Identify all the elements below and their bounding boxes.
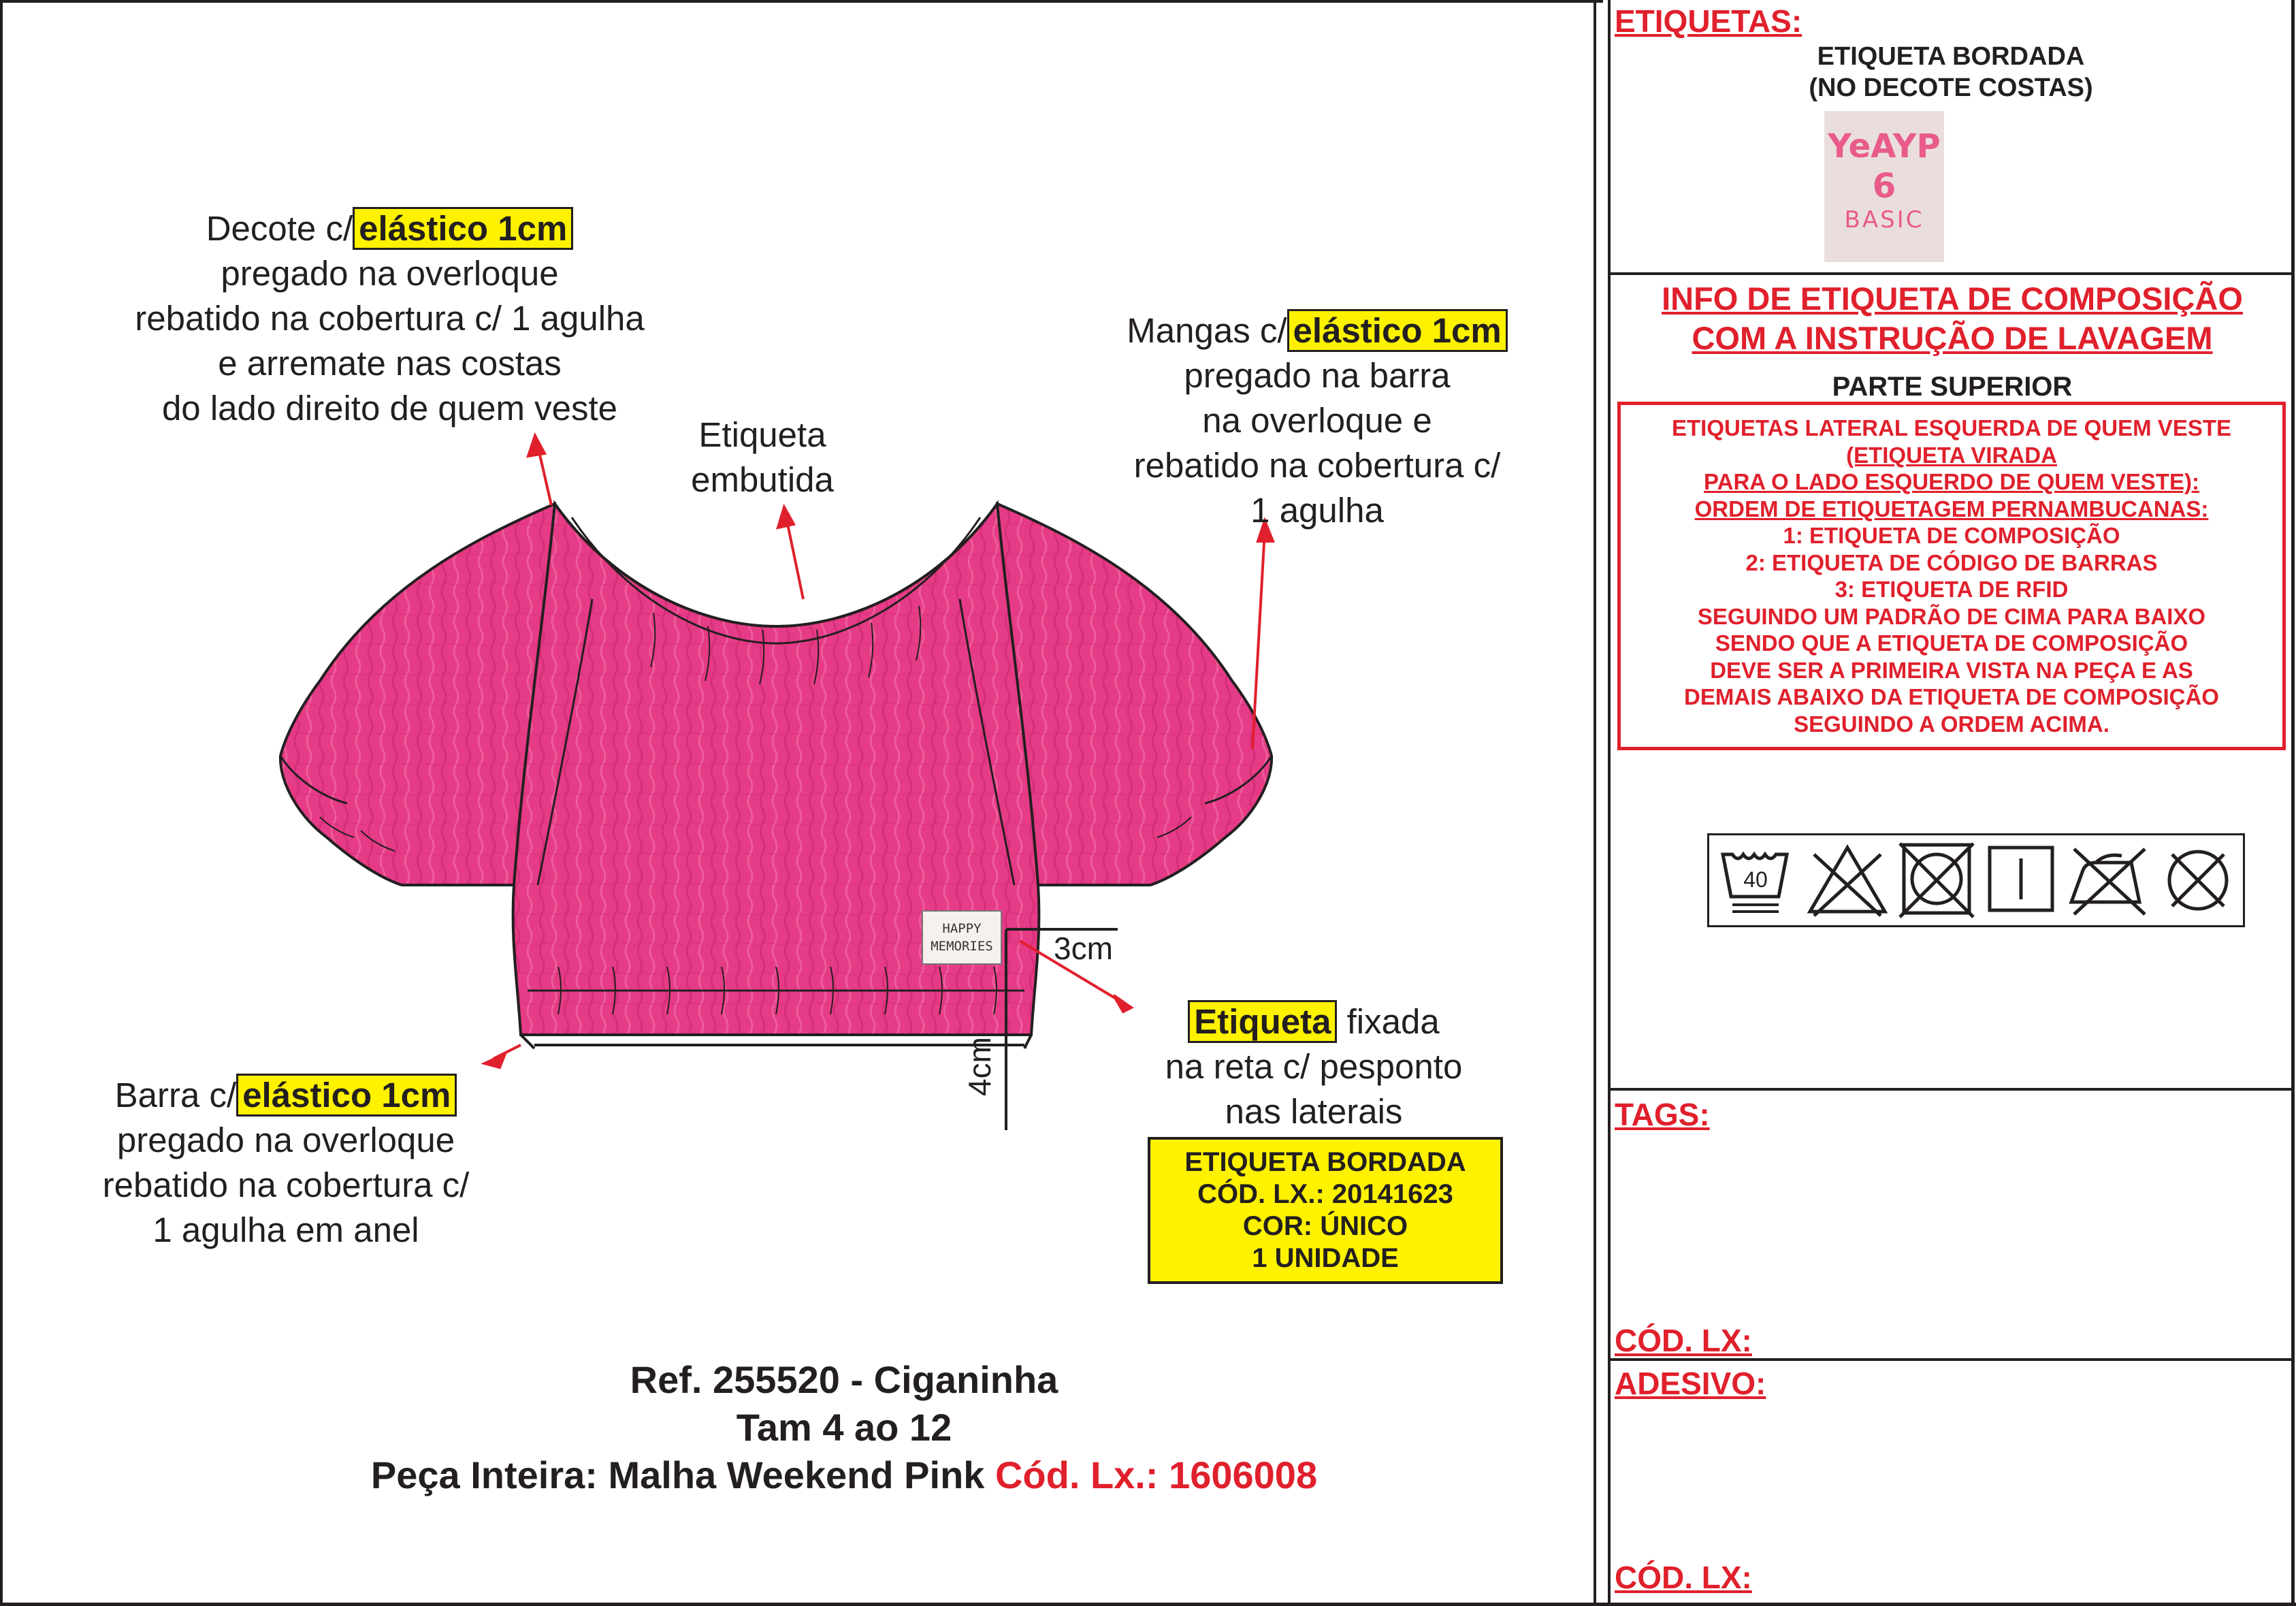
adesivo-cod: CÓD. LX:	[1615, 1560, 1752, 1595]
adesivo-title: ADESIVO:	[1615, 1366, 1766, 1401]
reference-fabric: Peça Inteira: Malha Weekend Pink	[370, 1454, 985, 1496]
no-tumble-dry-icon	[1897, 841, 1976, 920]
etiquetas-title: ETIQUETAS:	[1615, 3, 1802, 39]
divider-h-2	[1608, 1088, 2294, 1091]
garment-label-line1: HAPPY	[942, 921, 982, 936]
tags-title: TAGS:	[1615, 1097, 1710, 1132]
note-etiqueta-embutida: Etiqueta embutida	[691, 415, 834, 499]
composicao-subtitle: PARTE SUPERIOR	[1832, 372, 2073, 402]
frame-right	[2291, 0, 2295, 1606]
line-dry-icon	[1984, 841, 2059, 920]
embroidered-line: BASIC	[1844, 206, 1924, 234]
embroidered-brand: YeAYP	[1828, 127, 1941, 165]
note-decote-line: e arremate nas costas	[218, 344, 562, 383]
divider-vertical-2	[1608, 0, 1611, 1606]
garment-label-line2: MEMORIES	[931, 939, 993, 954]
note-decote-highlight: elástico 1cm	[353, 207, 573, 250]
embroidered-size: 6	[1872, 166, 1896, 206]
etiquetas-subtitle: ETIQUETA BORDADA (NO DECOTE COSTAS)	[1809, 42, 2093, 102]
reference-fabric-code: Cód. Lx.: 1606008	[995, 1454, 1318, 1496]
note-mangas: Mangas c/ elástico 1cm pregado na barra na overloque e rebatido na cobertura c/ 1 agulha	[1079, 308, 1555, 533]
note-decote-line: pregado na overloque	[221, 254, 559, 293]
note-decote-line: rebatido na cobertura c/ 1 agulha	[135, 299, 645, 338]
reference-block	[204, 1356, 1484, 1499]
note-etiqueta-fixada-highlight: Etiqueta	[1188, 1000, 1337, 1043]
note-barra-highlight: elástico 1cm	[236, 1074, 457, 1117]
no-bleach-icon	[1805, 841, 1890, 920]
label-info-box: ETIQUETA BORDADA CÓD. LX.: 20141623 COR: ÚNICO 1 UNIDADE	[1148, 1137, 1503, 1284]
note-decote	[68, 206, 711, 431]
wash-40-icon	[1719, 841, 1798, 920]
composicao-title: INFO DE ETIQUETA DE COMPOSIÇÃO COM A INSTRUÇÃO DE LAVAGEM	[1662, 280, 2243, 356]
divider-h-1	[1608, 272, 2294, 275]
note-mangas-highlight: elástico 1cm	[1287, 309, 1508, 352]
svg-text:40: 40	[1743, 867, 1768, 892]
garment-label	[922, 910, 1002, 965]
tags-cod: CÓD. LX:	[1615, 1323, 1752, 1358]
note-decote-prefix: Decote c/	[206, 209, 353, 248]
reference-sizes: Tam 4 ao 12	[736, 1406, 952, 1449]
note-etiqueta-fixada: Etiqueta fixada na reta c/ pesponto nas laterais	[1103, 999, 1525, 1134]
reference-title: Ref. 255520 - Ciganinha	[630, 1358, 1058, 1401]
note-mangas-prefix: Mangas c/	[1127, 311, 1287, 350]
measure-vertical: 4cm	[962, 1037, 997, 1096]
divider-vertical-1	[1594, 0, 1596, 1606]
measure-horizontal: 3cm	[1054, 931, 1113, 966]
no-iron-icon	[2065, 841, 2153, 920]
embroidered-brand-label	[1824, 111, 1944, 262]
care-symbols-box	[1707, 833, 2245, 927]
frame-bottom	[0, 1603, 2296, 1606]
note-barra-prefix: Barra c/	[114, 1076, 237, 1114]
note-barra: Barra c/ elástico 1cm pregado na overloque rebatido na cobertura c/ 1 agulha em anel	[54, 1073, 517, 1253]
no-dry-clean-icon	[2158, 841, 2237, 920]
composicao-instructions-box: ETIQUETAS LATERAL ESQUERDA DE QUEM VESTE (ETIQUETA VIRADA PARA O LADO ESQUERDO DE QUEM VESTE): ORDEM DE ETIQUETAGEM PERNAMBUCANAS: 1: ETIQUETA DE COMPOSIÇÃO 2: ETIQUETA DE CÓDIGO DE BARRAS 3: ETIQUETA DE RFID SEGUINDO UM PADRÃO DE CIMA PARA BAIXO SENDO QUE A ETIQUETA DE COMPOSIÇÃO DEVE SER A PRIMEIRA VISTA NA PEÇA E AS DEMAIS ABAIXO DA ETIQUETA DE COMPOSIÇÃO SEGUINDO A ORDEM ACIMA.	[1617, 402, 2286, 750]
note-decote-line: do lado direito de quem veste	[161, 389, 618, 428]
